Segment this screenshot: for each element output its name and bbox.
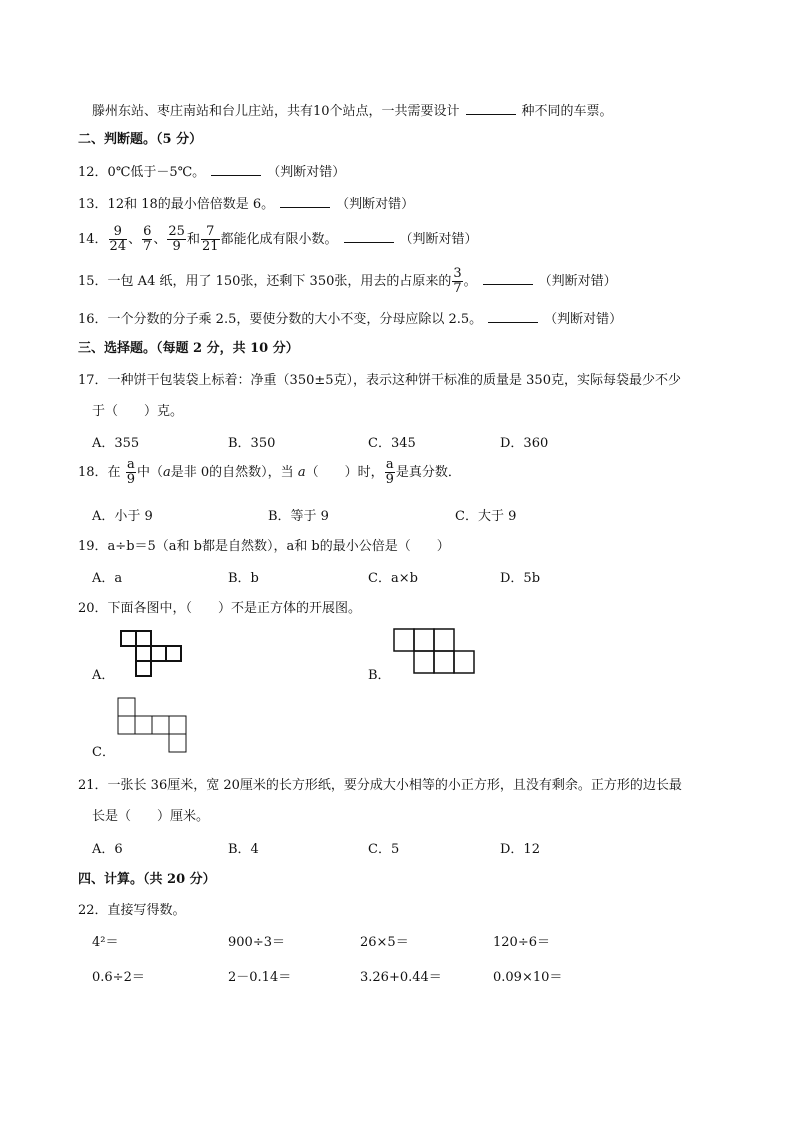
question-12 [78, 163, 345, 182]
q19-option-b[interactable]: B．b [228, 571, 259, 586]
q21-option-c[interactable]: C．5 [368, 842, 400, 857]
cube-net-b-figure [393, 628, 477, 676]
fraction [109, 225, 128, 254]
numerator: a [385, 457, 394, 472]
q21-option-a[interactable]: A．6 [92, 842, 123, 857]
question-18 [78, 458, 461, 488]
q17-option-c[interactable]: C．345 [368, 436, 416, 451]
q22-text: 直接写得数。 [107, 903, 186, 918]
q11-tail: 种不同的车票。 [521, 104, 613, 119]
judge-hint: （判断对错） [399, 232, 478, 247]
q18-pre: 在 [107, 465, 121, 480]
fraction [452, 267, 462, 296]
q18-text: 是非 0的自然数），当 [170, 465, 294, 480]
fraction [167, 225, 186, 254]
q19-option-d[interactable]: D．5b [500, 571, 541, 586]
q16-number: 16． [78, 312, 108, 327]
q19-number: 19． [78, 539, 108, 554]
answer-blank[interactable] [483, 272, 533, 285]
question-21-line1 [78, 777, 682, 795]
q20-number: 20． [78, 601, 108, 616]
q12-text: 0℃低于－5℃。 [107, 165, 206, 180]
question-14 [78, 225, 478, 254]
judge-hint: （判断对错） [538, 274, 617, 289]
cube-net-a-figure [120, 630, 184, 678]
numerator: 6 [143, 224, 152, 239]
q18-option-c[interactable]: C．大于 9 [455, 509, 517, 524]
section-4-title: 四、计算。（共 20 分） [78, 872, 216, 887]
q20-option-c[interactable]: C． [92, 745, 115, 760]
calc-item: 3.26+0.44＝ [360, 970, 442, 985]
fraction [126, 458, 136, 487]
q21-option-d[interactable]: D．12 [500, 842, 540, 857]
period: 。 [463, 274, 477, 289]
question-15 [78, 267, 617, 296]
q14-number: 14． [78, 232, 108, 247]
variable-a: a [297, 465, 306, 480]
q21-text: 一张长 36厘米，宽 20厘米的长方形纸，要分成大小相等的小正方形，且没有剩余。正方形的边长最 [107, 778, 682, 793]
question-22 [78, 902, 186, 920]
q19-option-a[interactable]: A．a [92, 571, 123, 586]
q13-number: 13． [78, 197, 108, 212]
denominator: 9 [172, 239, 181, 254]
q13-text: 12和 18的最小倍倍数是 6。 [107, 197, 275, 212]
calc-item: 4²＝ [92, 935, 119, 950]
q12-number: 12． [78, 165, 108, 180]
q19-text: a÷b＝5（a和 b都是自然数），a和 b的最小公倍是（ ） [107, 539, 450, 554]
q14-text: 都能化成有限小数。 [220, 232, 338, 247]
q21-number: 21． [78, 778, 108, 793]
calc-item: 900÷3＝ [228, 935, 285, 950]
q17-option-b[interactable]: B．350 [228, 436, 276, 451]
denominator: 24 [109, 239, 127, 254]
q20-option-b[interactable]: B． [368, 668, 391, 683]
cube-net-c-figure [117, 697, 191, 755]
numerator: 9 [109, 225, 128, 240]
calc-item: 0.09×10＝ [493, 970, 563, 985]
fraction [385, 458, 395, 487]
q18-text: 中（ [136, 465, 163, 480]
section-3-title: 三、选择题。（每题 2 分，共 10 分） [78, 341, 299, 356]
answer-blank[interactable] [280, 195, 330, 208]
calc-item: 0.6÷2＝ [92, 970, 145, 985]
calc-item: 120÷6＝ [493, 935, 550, 950]
question-19 [78, 538, 450, 556]
numerator: 3 [453, 266, 462, 281]
denominator: 7 [143, 239, 152, 254]
answer-blank[interactable] [344, 230, 394, 243]
question-16 [78, 310, 622, 329]
separator: 、 [153, 232, 167, 247]
q16-text: 一个分数的分子乘 2.5，要使分数的大小不变，分母应除以 2.5。 [107, 312, 483, 327]
numerator: 7 [201, 225, 220, 240]
q17-text: 一种饼干包装袋上标着：净重（350±5克），表示这种饼干标准的质量是 350克，实际每袋最少不少 [107, 373, 681, 388]
variable-a: a [163, 465, 171, 480]
numerator: a [126, 457, 135, 472]
fraction [201, 225, 220, 254]
q18-option-a[interactable]: A．小于 9 [92, 509, 153, 524]
q17-option-d[interactable]: D．360 [500, 436, 549, 451]
numerator: 25 [168, 224, 185, 239]
question-13 [78, 195, 414, 214]
q18-option-b[interactable]: B．等于 9 [268, 509, 329, 524]
section-2-title: 二、判断题。（5 分） [78, 132, 203, 147]
question-21-line2: 长是（ ）厘米。 [92, 809, 210, 824]
q19-option-c[interactable]: C．a×b [368, 571, 418, 586]
answer-blank[interactable] [466, 102, 516, 115]
question-20 [78, 600, 361, 618]
question-17-line2: 于（ ）克。 [92, 404, 184, 419]
separator: 、 [128, 232, 142, 247]
q11-text: 滕州东站、枣庄南站和台儿庄站，共有10个站点，一共需要设计 [92, 104, 460, 119]
q20-text: 下面各图中，（ ）不是正方体的开展图。 [107, 601, 362, 616]
judge-hint: （判断对错） [544, 312, 623, 327]
fraction [142, 225, 152, 254]
denominator: 7 [453, 281, 462, 296]
and-word: 和 [186, 232, 200, 247]
judge-hint: （判断对错） [336, 197, 415, 212]
q18-text: 是真分数． [395, 465, 461, 480]
answer-blank[interactable] [488, 310, 538, 323]
q18-text: （ ）时， [305, 465, 384, 480]
q17-option-a[interactable]: A．355 [92, 436, 140, 451]
q22-number: 22． [78, 903, 108, 918]
q15-number: 15． [78, 274, 108, 289]
calc-item: 26×5＝ [360, 935, 409, 950]
q11-continuation [92, 102, 613, 121]
question-17-line1 [78, 372, 681, 390]
q21-option-b[interactable]: B．4 [228, 842, 259, 857]
denominator: 9 [126, 472, 135, 487]
q18-number: 18． [78, 465, 108, 480]
denominator: 21 [201, 239, 219, 254]
q17-number: 17． [78, 373, 108, 388]
judge-hint: （判断对错） [267, 165, 346, 180]
calc-item: 2－0.14＝ [228, 970, 292, 985]
denominator: 9 [385, 472, 394, 487]
q15-text: 一包 A4 纸，用了 150张，还剩下 350张，用去的占原来的 [107, 274, 452, 289]
answer-blank[interactable] [211, 163, 261, 176]
q20-option-a[interactable]: A． [92, 668, 115, 683]
